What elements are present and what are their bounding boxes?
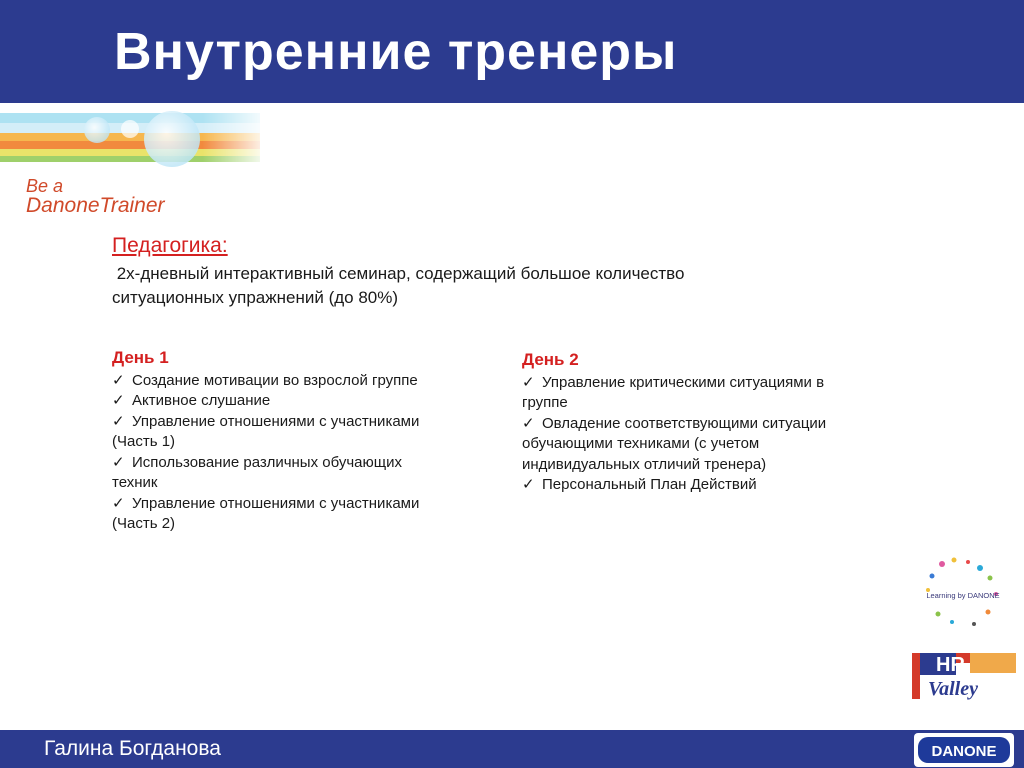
day2-column [522, 350, 892, 496]
list-item [112, 371, 482, 392]
list-item-text: Овладение соответствующими ситуации [542, 414, 827, 432]
list-item-cont: техник [112, 474, 158, 491]
brand-line2: DanoneTrainer [26, 194, 165, 217]
danone-logo [914, 733, 1014, 767]
valley-text: Valley [928, 678, 978, 700]
pedagogy-line1: 2х-дневный интерактивный семинар, содержащий большое количество [112, 264, 685, 283]
pedagogy-description [112, 262, 832, 310]
list-item [522, 373, 892, 394]
list-item [522, 414, 892, 435]
learning-logo-text: Learning by DANONE [926, 591, 1000, 600]
check-icon: ✓ [522, 414, 535, 432]
list-item [112, 494, 482, 515]
list-item-text: Управление отношениями с участниками [132, 412, 420, 430]
list-item-cont: индивидуальных отличий тренера) [522, 455, 767, 473]
list-item [112, 453, 482, 474]
pedagogy-line2: ситуационных упражнений (до 80%) [112, 288, 399, 307]
list-item-text: Активное слушание [132, 392, 271, 409]
list-item [522, 475, 892, 496]
list-item-text: Управление отношениями с участниками [132, 494, 420, 512]
list-item-text: Использование различных обучающих [132, 453, 402, 471]
day1-column [112, 348, 482, 535]
check-icon: ✓ [112, 392, 125, 409]
check-icon: ✓ [522, 476, 535, 493]
list-item [112, 412, 482, 433]
list-item-text: Управление критическими ситуациями в [542, 373, 825, 391]
presenter-name: Галина Богданова [44, 737, 221, 760]
check-icon: ✓ [112, 371, 125, 389]
page-title: Внутренние тренеры [114, 23, 678, 81]
list-item-text: Персональный План Действий [542, 476, 757, 493]
danone-logo-text: DANONE [931, 743, 997, 760]
list-item-text: Создание мотивации во взрослой группе [132, 371, 418, 389]
brand-line1: Be a [26, 176, 64, 196]
check-icon: ✓ [112, 453, 125, 471]
pedagogy-heading: Педагогика: [112, 234, 228, 257]
hr-text: HR [936, 654, 965, 676]
list-item-cont: (Часть 1) [112, 433, 176, 450]
list-item-cont: группе [522, 394, 568, 411]
list-item-cont: обучающими техниками (с учетом [522, 435, 760, 452]
be-a-danone-trainer-logo [26, 176, 165, 216]
day1-heading: День 1 [112, 348, 169, 367]
learning-by-danone-logo [918, 556, 1008, 632]
day2-heading: День 2 [522, 350, 579, 369]
check-icon: ✓ [112, 412, 125, 430]
colorful-banner [0, 103, 270, 183]
hr-valley-logo [910, 651, 1018, 703]
list-item [112, 391, 482, 412]
check-icon: ✓ [112, 494, 125, 512]
list-item-cont: (Часть 2) [112, 515, 176, 532]
check-icon: ✓ [522, 373, 535, 391]
